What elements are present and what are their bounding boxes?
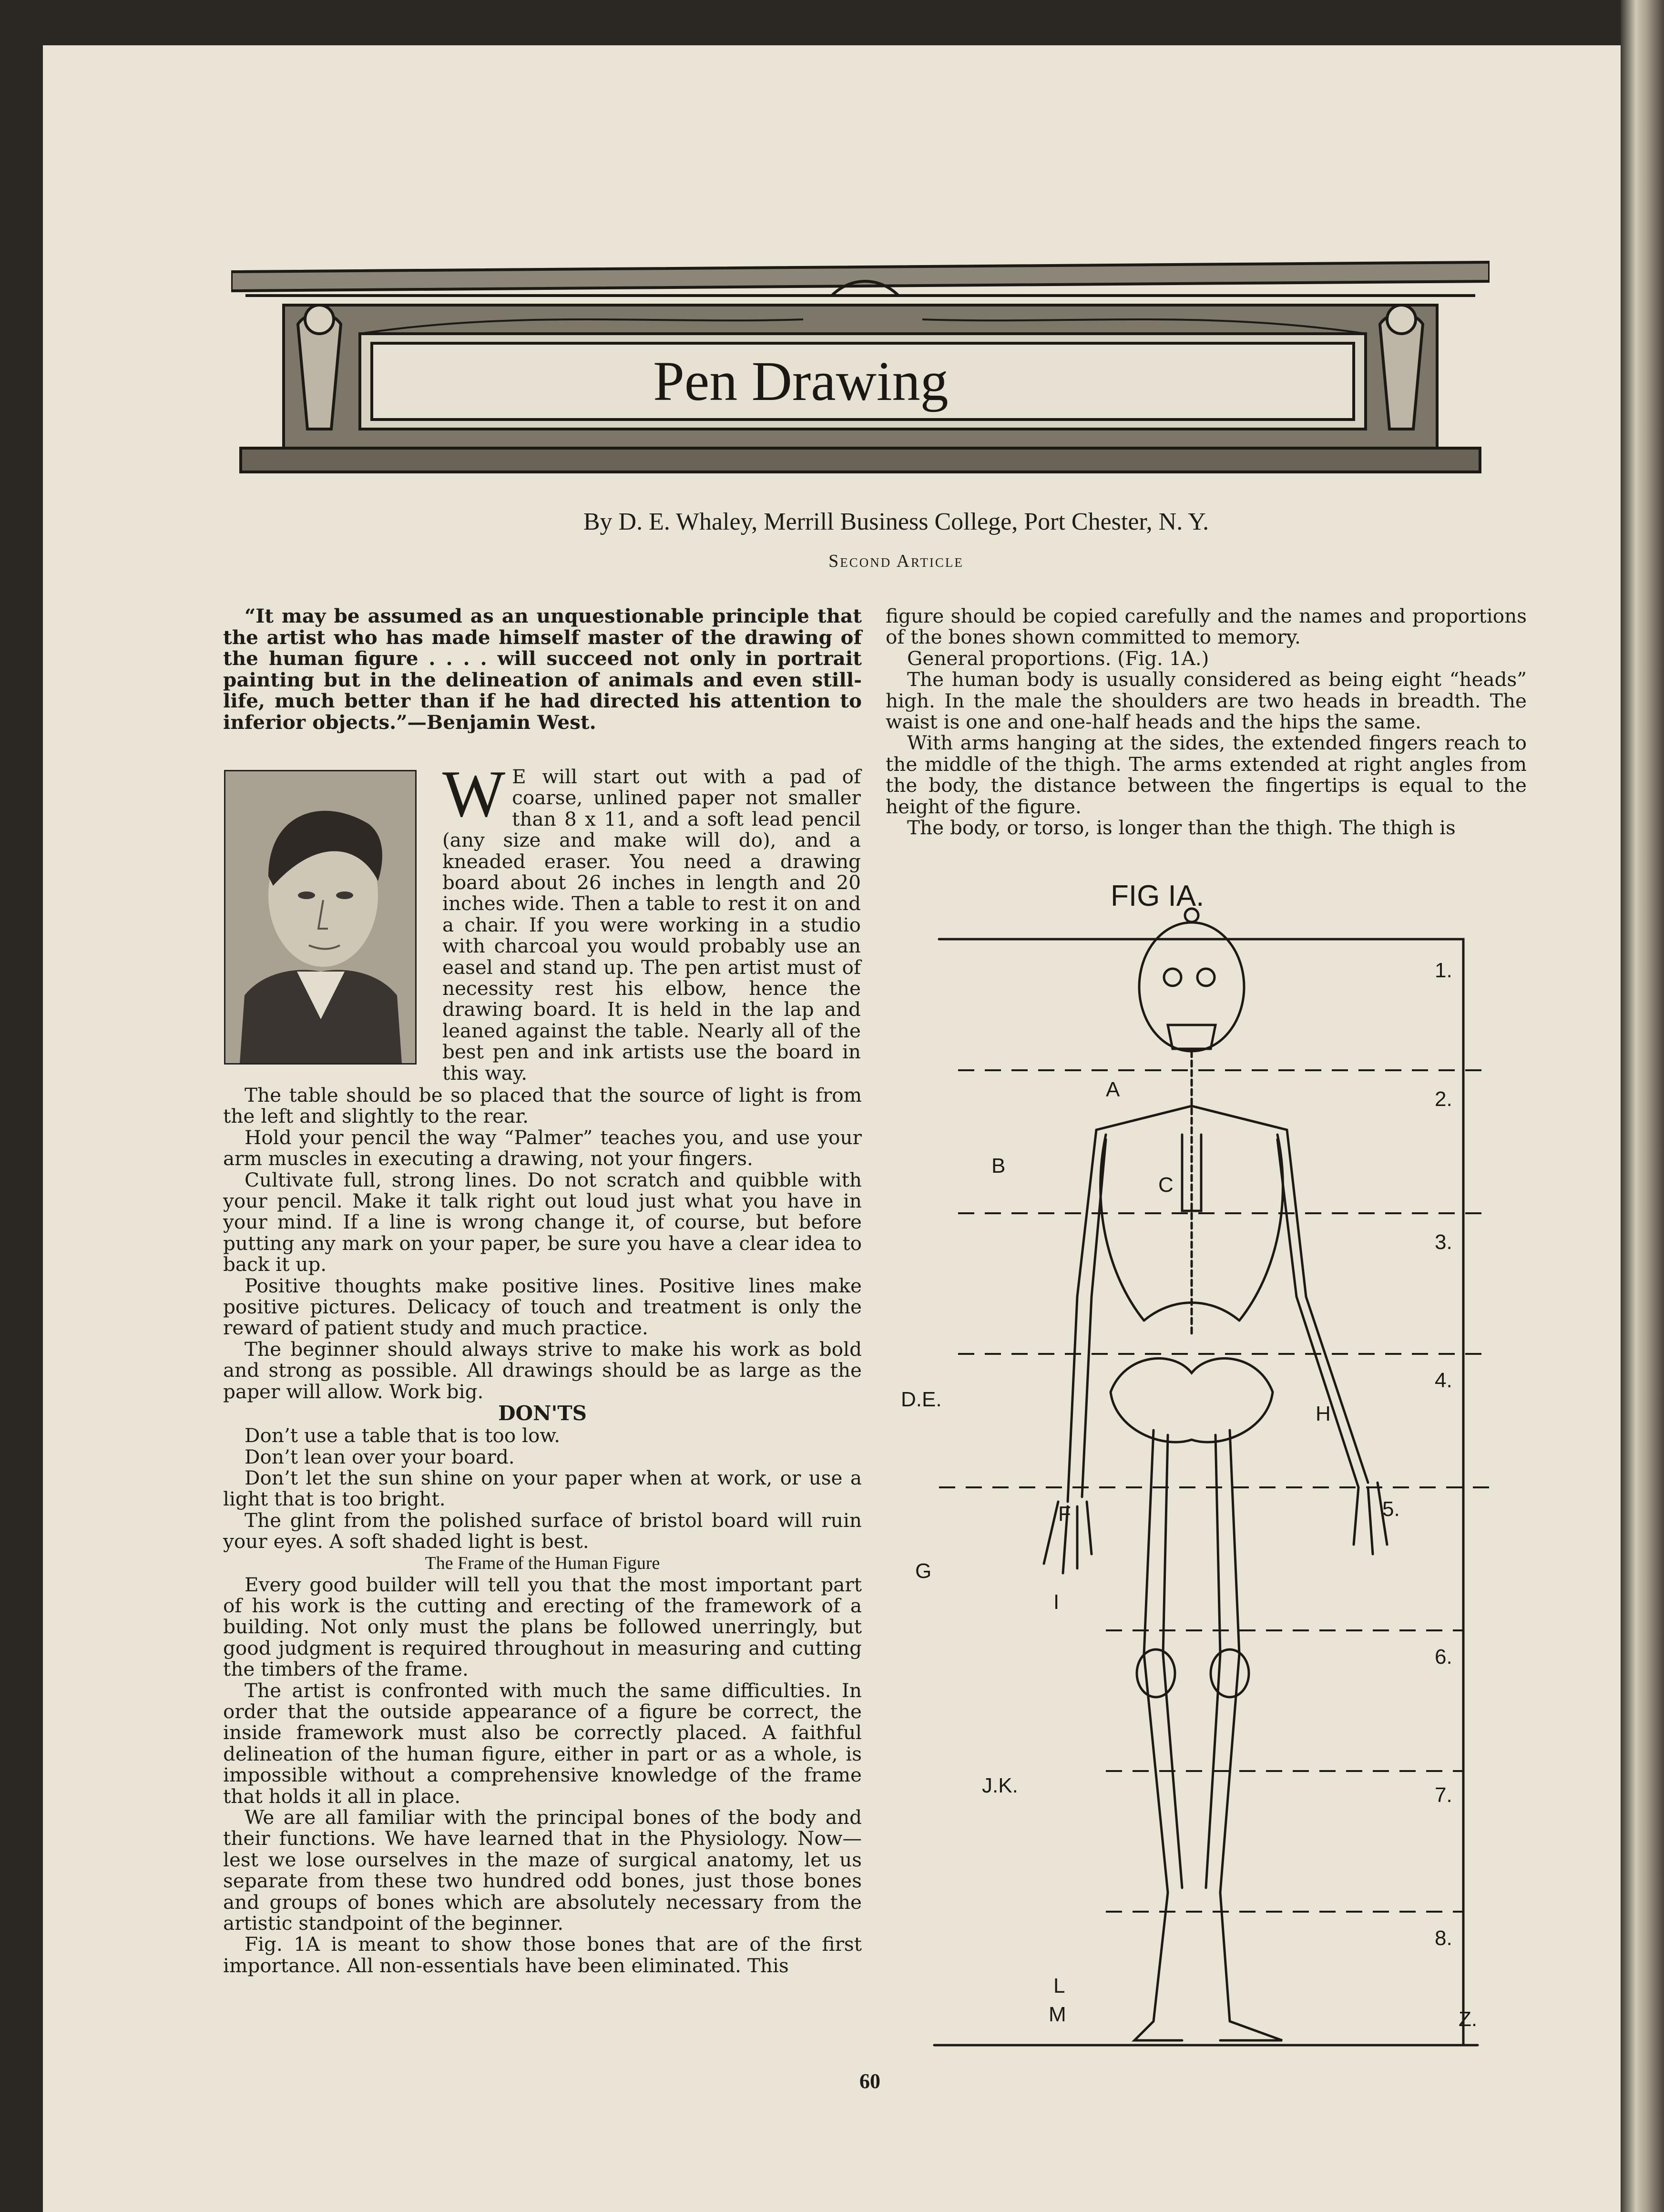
head-mark-7: 7. [1435, 1783, 1452, 1807]
dont-item: Don’t let the sun shine on your paper when at work, or use a light that is too bright. [223, 1466, 862, 1511]
epigraph-quote [223, 605, 862, 733]
label-h: H [1316, 1402, 1331, 1425]
label-m: M [1049, 2003, 1066, 2026]
dont-item: Don’t lean over your board. [245, 1445, 515, 1468]
article-title: Pen Drawing [653, 350, 949, 412]
paragraph: We are all familiar with the principal bones of the body and their functions. We have learned that in the Physiology. Now—lest we lose ourselves in the maze of surgical anatomy, let us separate from these two hundred odd bones, just those bones and groups of bones which are absolutely necessary from the artistic standpoint of the beginner. [223, 1806, 862, 1935]
author-portrait [224, 770, 417, 1065]
skeleton-figure [887, 868, 1501, 2069]
head-mark-2: 2. [1435, 1087, 1452, 1111]
intro-paragraph [442, 757, 861, 1085]
frame-heading: The Frame of the Human Figure [425, 1553, 660, 1573]
head-mark-6: 6. [1435, 1645, 1452, 1669]
left-column [223, 1085, 862, 1976]
head-mark-5: 5. [1382, 1497, 1400, 1521]
label-g: G [915, 1559, 932, 1583]
right-column [886, 605, 1527, 838]
paragraph: The artist is confronted with much the same difficulties. In order that the outside appearance of a figure be correct, the inside framework must also be correctly placed. A faithful delineation of the human figure, either in part or as a whole, is impossible without a comprehensive knowledge of the frame that holds it all in place. [223, 1679, 862, 1808]
figure-title: FIG IA. [1111, 880, 1205, 912]
dont-item: Don’t use a table that is too low. [245, 1424, 561, 1447]
quote-text: “It may be assumed as an unquestionable principle that the artist who has made himself master of the drawing of the human figure . . . . will succeed not only in portrait painting but in the delineation of animals and even still-life, much better than if he had directed his attention to inferior objects.”—Benjamin West. [223, 604, 862, 734]
paragraph: The body, or torso, is longer than the thigh. The thigh is [907, 816, 1456, 840]
label-jk: J.K. [982, 1774, 1018, 1797]
head-mark-8: 8. [1435, 1926, 1452, 1950]
head-mark-3: 3. [1435, 1230, 1452, 1254]
drop-cap: W [442, 757, 506, 831]
paragraph: Positive thoughts make positive lines. Positive lines make positive pictures. Delicacy of touch and treatment is only the reward of patient study and much practice. [223, 1274, 862, 1340]
label-l: L [1053, 1974, 1065, 1997]
label-b: B [991, 1154, 1006, 1178]
dont-item: The glint from the polished surface of bristol board will ruin your eyes. A soft shaded light is best. [223, 1508, 862, 1553]
page-number: 60 [859, 2069, 880, 2093]
artist-signature: Z. [1459, 2007, 1478, 2031]
paragraph: Cultivate full, strong lines. Do not scratch and quibble with your pencil. Make it talk right out loud just what you have in your mind. If a line is wrong change it, of course, but before putting any mark on your paper, be sure you have a clear idea to back it up. [223, 1168, 862, 1276]
label-c: C [1158, 1173, 1174, 1197]
label-f: F [1058, 1502, 1071, 1526]
label-a: A [1106, 1078, 1120, 1101]
portrait-drawing [225, 771, 415, 1063]
head-mark-1: 1. [1435, 959, 1452, 982]
paragraph: The beginner should always strive to make his work as bold and strong as possible. All drawings should be as large as the paper will allow. Work big. [223, 1337, 862, 1403]
paragraph: Fig. 1A is meant to show those bones that are of the first importance. All non-essentials have been eliminated. This [223, 1933, 862, 1977]
donts-heading: DON'TS [498, 1402, 587, 1425]
paragraph: With arms hanging at the sides, the extended fingers reach to the middle of the thigh. The arms extended at right angles from the body, the distance between the fingertips is equal to the height of the figure. [886, 731, 1527, 818]
paragraph: figure should be copied carefully and the names and proportions of the bones shown committed to memory. [886, 604, 1527, 649]
head-mark-4: 4. [1435, 1369, 1452, 1392]
byline: By D. E. Whaley, Merrill Business College, Port Chester, N. Y. [583, 508, 1209, 535]
book-spine [1621, 0, 1664, 2212]
paragraph: The table should be so placed that the source of light is from the left and slightly to the rear. [223, 1084, 862, 1128]
intro-text: E will start out with a pad of coarse, unlined paper not smaller than 8 x 11, and a soft lead pencil (any size and make will do), and a kneaded eraser. You need a drawing board about 26 inches in length and 20 inches wide. Then a table to rest it on and a chair. If you were working in a studio with charcoal you would probably use an easel and stand up. The pen artist must of necessity rest his elbow, hence the drawing board. It is held in the lap and leaned against the table. Nearly all of the best pen and ink artists use the board in this way. [442, 765, 861, 1085]
paragraph: Every good builder will tell you that the most important part of his work is the cutting and erecting of the framework of a building. Not only must the plans be followed unerringly, but good judgment is required throughout in measuring and cutting the timbers of the frame. [223, 1573, 862, 1681]
label-de: D.E. [901, 1388, 942, 1411]
series-label: Second Article [828, 551, 964, 571]
paragraph: Hold your pencil the way “Palmer” teaches you, and use your arm muscles in executing a drawing, not your fingers. [223, 1126, 862, 1170]
paragraph: General proportions. (Fig. 1A.) [907, 646, 1209, 670]
label-i: I [1053, 1590, 1060, 1614]
paragraph: The human body is usually considered as being eight “heads” high. In the male the shoulders are two heads in breadth. The waist is one and one-half heads and the hips the same. [886, 668, 1527, 734]
